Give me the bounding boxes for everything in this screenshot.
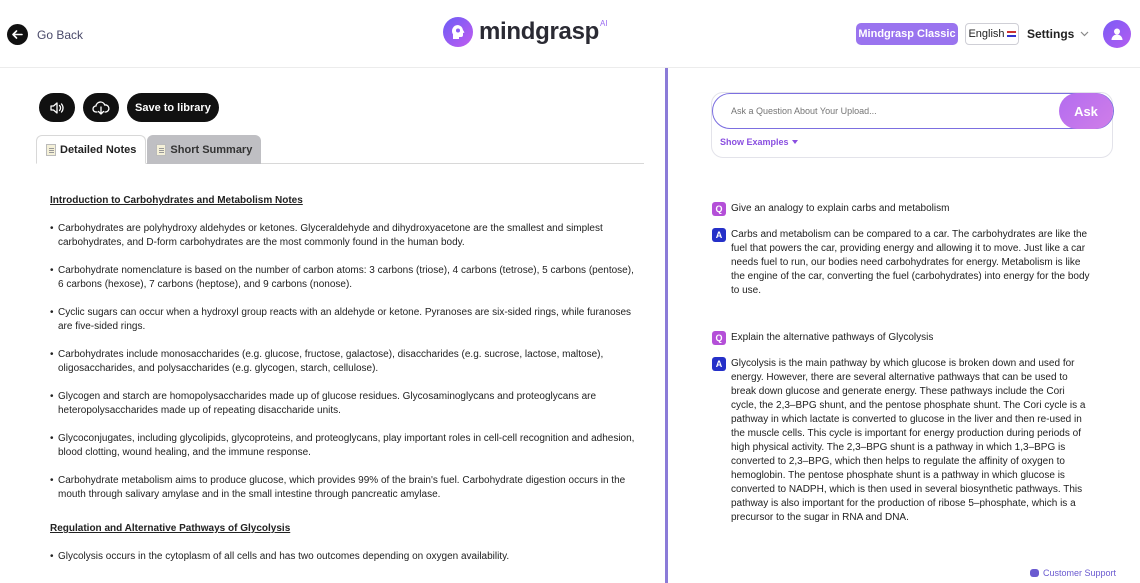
top-header [0,0,1140,68]
brain-head-icon [443,17,473,47]
list-item: • Carbohydrates include monosaccharides (e.g. glucose, fructose, galactose), disaccharides (e.g. sucrose, lactose, maltose), oligosaccharides, and polysaccharides (e.g. glycogen, starch, cellulose). [50,349,604,374]
cloud-download-icon [92,101,110,115]
question-row [712,331,1092,345]
customer-support-button[interactable]: Customer Support [1030,568,1116,578]
save-to-library-button[interactable]: Save to library [127,93,219,122]
notes-tabs [36,135,644,164]
notes-section-heading: Introduction to Carbohydrates and Metabolism Notes [50,195,303,206]
ask-question-box [711,92,1113,158]
qa-pair [712,202,1092,298]
list-item: • Carbohydrate nomenclature is based on the number of carbon atoms: 3 carbons (triose), 4 carbons (tetrose), 5 carbons (pentose), 6 carbons (hexose), 7 carbons (heptose), and 9 carbons (nonose). [50,265,634,290]
question-row [712,202,1092,216]
tab-detailed-notes[interactable] [36,135,146,164]
ask-button[interactable]: Ask [1059,93,1113,129]
audio-button[interactable] [39,93,75,122]
chat-bubble-icon [1030,569,1039,577]
list-item: • Glycogen and starch are homopolysaccharides made up of glucose residues. Glycosaminoglycans and proteoglycans are heteropolysaccharides made up of repeating disaccharide units. [50,391,597,416]
answer-text: Carbs and metabolism can be compared to a car. The carbohydrates are like the fuel that powers the car, providing energy and allowing it to move. Just like a car needs fuel to run, our bodies need carbohydrates for energy. Metabolism is like the engine of the car, converting the fuel (carbohydrates) into energy for the body to use. [731,229,1090,296]
show-examples-toggle[interactable]: Show Examples [720,137,798,147]
question-text: Give an analogy to explain carbs and metabolism [731,203,950,214]
logo-ai-superscript: AI [599,19,608,28]
answer-badge: A [712,228,726,242]
notes-toolbar [39,93,219,122]
tab-short-summary[interactable] [147,135,261,164]
ask-question-input[interactable] [712,93,1114,129]
mindgrasp-classic-button[interactable]: Mindgrasp Classic [856,23,958,45]
list-item: • Carbohydrate metabolism aims to produce glucose, which provides 99% of the brain's fuel. Carbohydrate digestion occurs in the mouth through salivary amylase and in the small intestine through pancreatic amylase. [50,475,626,500]
qa-pane [668,69,1140,583]
notepad-icon [46,144,56,156]
list-item: • Carbohydrates are polyhydroxy aldehydes or ketones. Glyceraldehyde and dihydroxyacetone are the smallest and simplest carbohydrates, and D-form carbohydrates are the most commonly found in the human body. [50,223,603,248]
settings-dropdown[interactable] [1027,27,1089,41]
document-icon [156,144,166,156]
list-item: • Glycolysis occurs in the cytoplasm of all cells and has two outcomes depending on oxygen availability. [50,551,510,562]
user-avatar[interactable] [1103,20,1131,48]
chevron-down-icon [1080,31,1089,37]
notes-section-heading: Regulation and Alternative Pathways of Glycolysis [50,523,291,534]
language-label: English [968,28,1005,40]
arrow-left-icon [7,24,28,45]
speaker-icon [49,101,65,115]
settings-label: Settings [1027,27,1075,41]
logo-wordmark: mindgrasp [479,18,599,45]
question-badge: Q [712,202,726,216]
go-back-label: Go Back [37,27,84,42]
answer-badge: A [712,357,726,371]
tab-label: Short Summary [170,143,253,156]
language-selector[interactable] [965,23,1019,45]
answer-text: Glycolysis is the main pathway by which glucose is broken down and used for energy. However, there are several alternative pathways that can be used to break down glucose and generate energy. These pathways include the Cori cycle, the 2,3–BPG shunt, and the pentose phosphate shunt. The Cori cycle is a pathway in which lactate is converted to glucose in the liver and then re-used in the muscle cells. This cycle is important for energy production during periods of high physical activity. The 2,3–BPG shunt is a pathway in which 1,3–BPG is converted to 2,3–BPG, which then helps to regulate the affinity of oxygen to hemoglobin. The pentose phosphate shunt is a pathway in which glucose is converted to NADPH, which is then used in several biosynthetic pathways. This pathway is also important for the production of ribose 5–phosphate, which is a precursor to the sugar in RNA and DNA. [731,358,1086,523]
mindgrasp-logo[interactable] [443,17,608,47]
answer-row [712,228,1092,298]
tab-label: Detailed Notes [60,143,137,156]
caret-down-icon [792,140,798,144]
download-button[interactable] [83,93,119,122]
question-text: Explain the alternative pathways of Glycolysis [731,332,934,343]
go-back-button[interactable] [7,24,83,45]
user-icon [1109,26,1125,42]
qa-pair [712,331,1092,525]
question-badge: Q [712,331,726,345]
list-item: • Cyclic sugars can occur when a hydroxyl group reacts with an aldehyde or ketone. Pyranoses are six-sided rings, while furanoses are five-sided rings. [50,307,632,332]
us-flag-icon [1007,31,1016,37]
notes-pane [0,69,665,583]
list-item: • Glycoconjugates, including glycolipids, glycoproteins, and proteoglycans, play important roles in cell-cell recognition and adhesion, blood clotting, wound healing, and the immune response. [50,433,635,458]
answer-row [712,357,1092,525]
notes-content [50,194,640,578]
